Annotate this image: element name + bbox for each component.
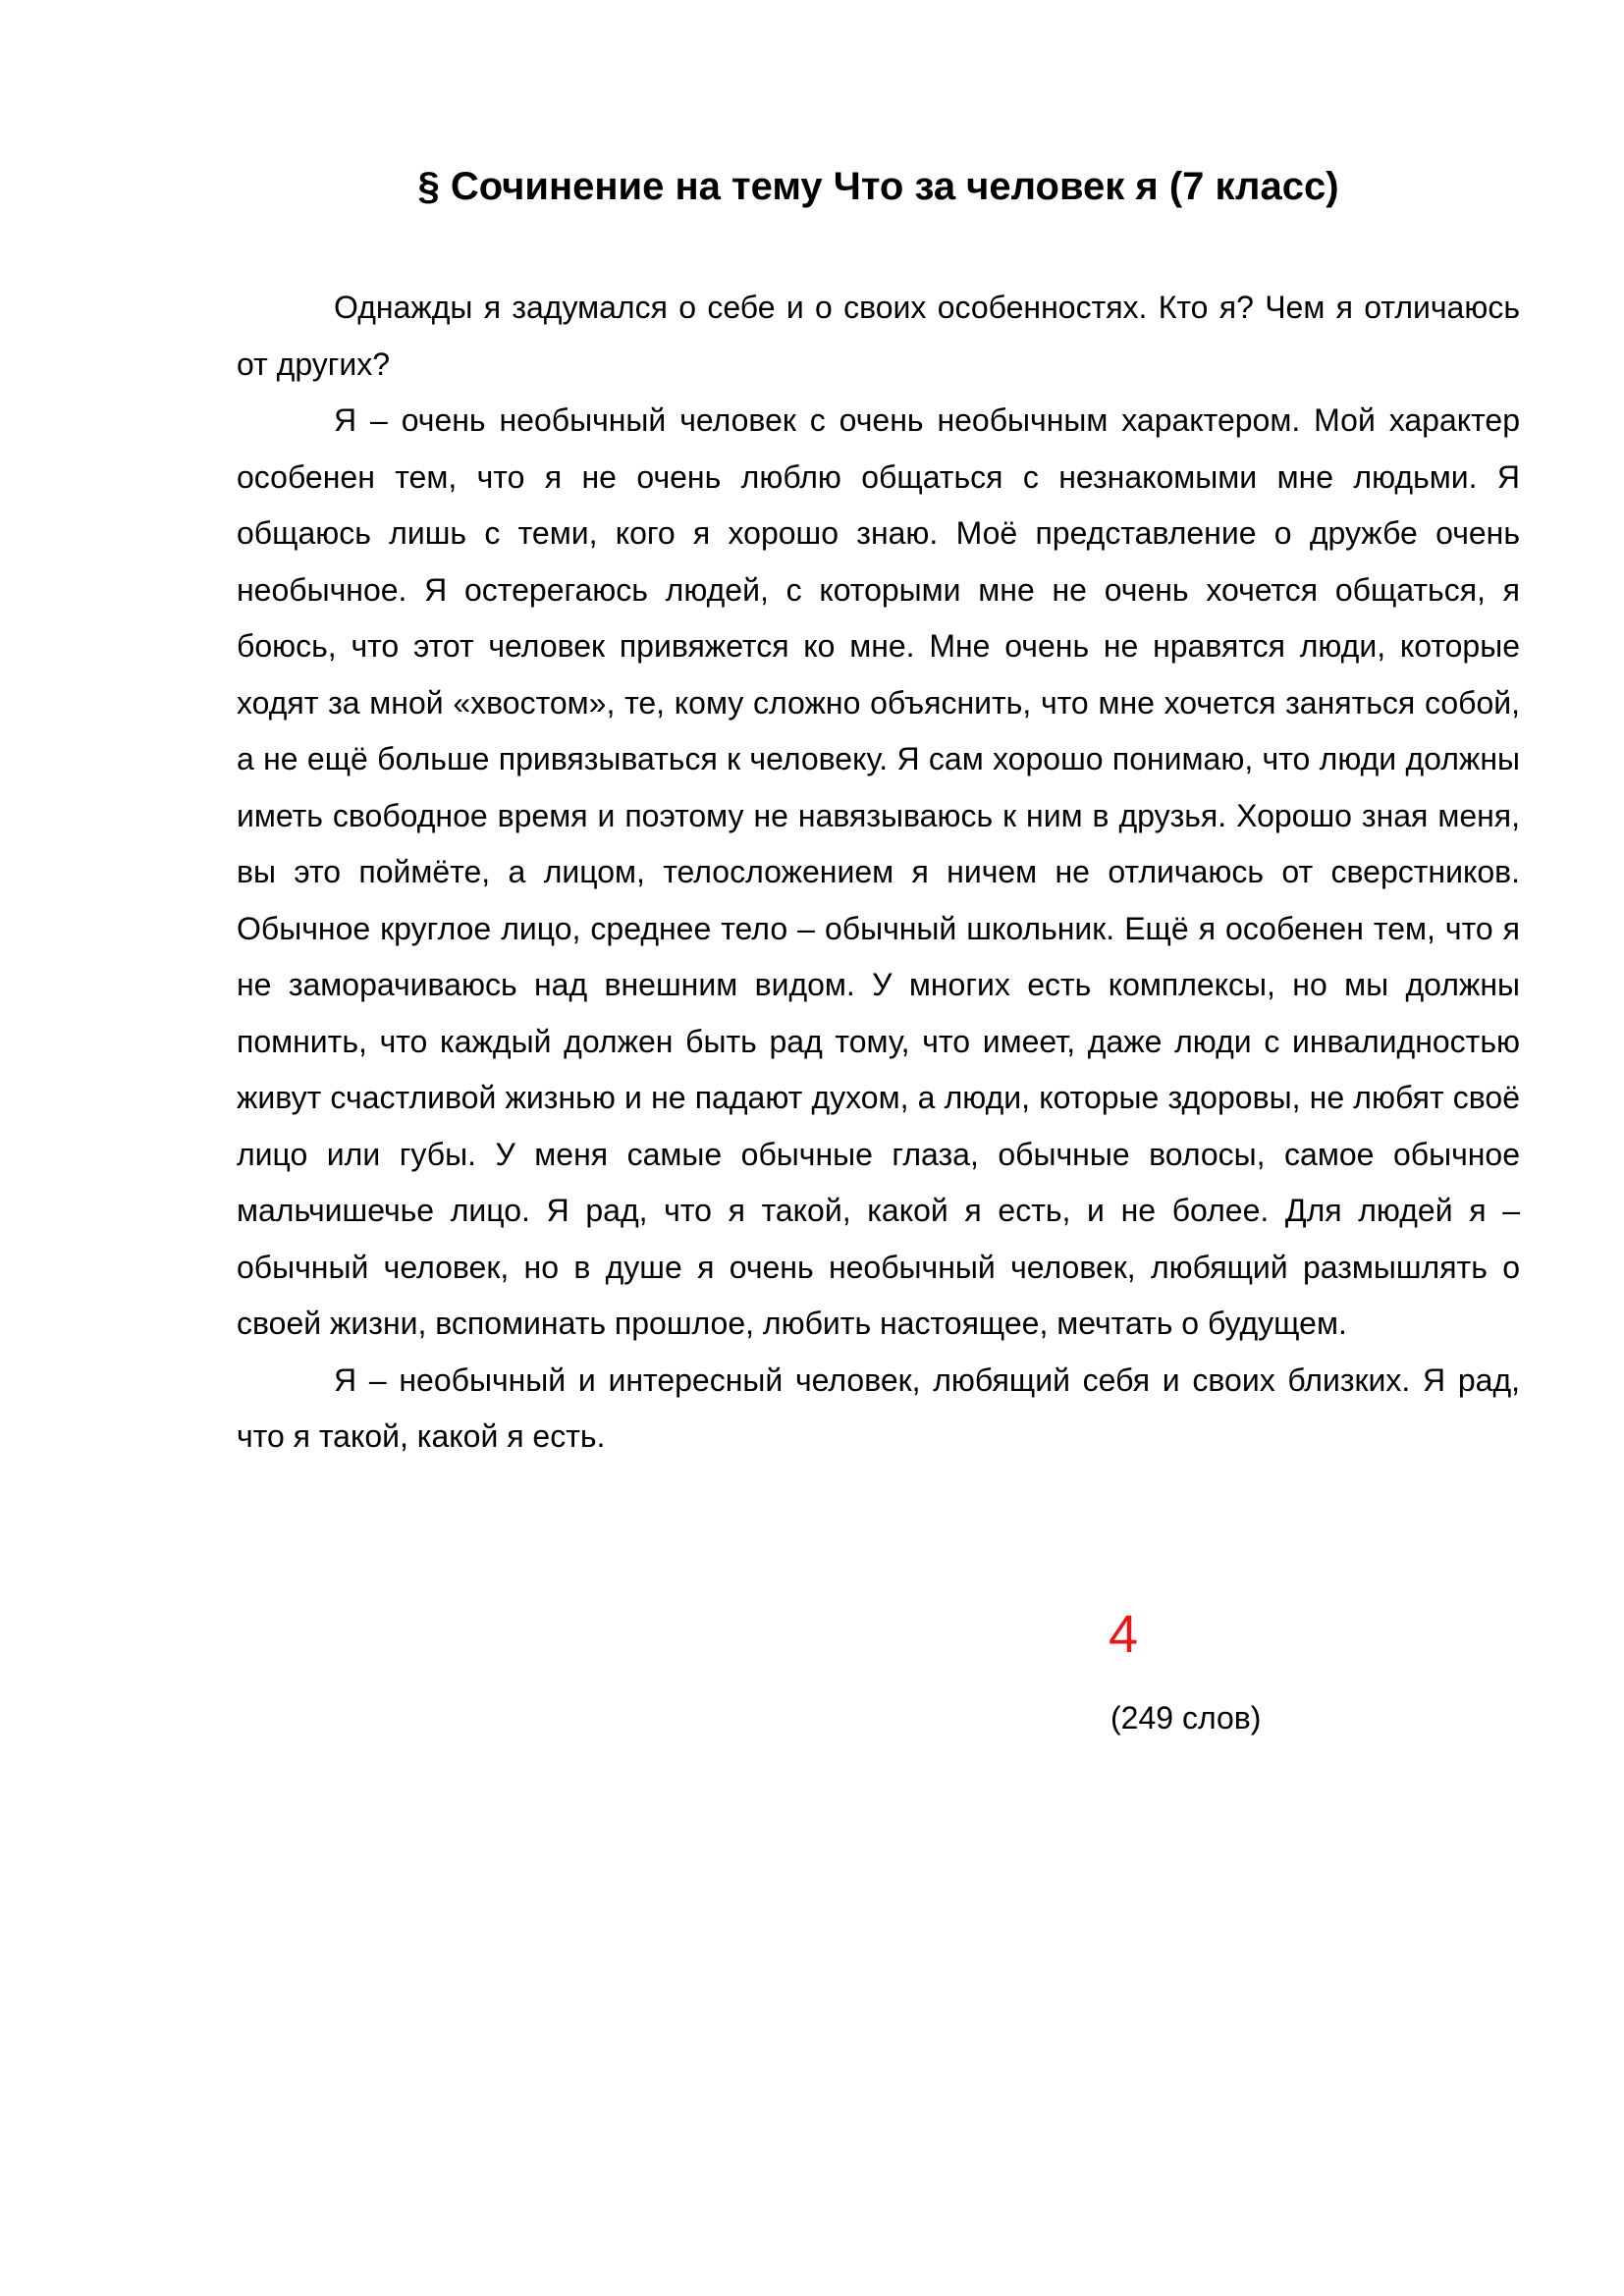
grade-mark: 4: [1109, 1605, 1139, 1664]
essay-title: § Сочинение на тему Что за человек я (7 класс): [417, 165, 1339, 208]
essay-paragraph-1: Однажды я задумался о себе и о своих особенностях. Кто я? Чем я отличаюсь от других?: [237, 290, 1520, 382]
essay-paragraph-2: Я – очень необычный человек с очень необычным характером. Мой характер особенен тем, что я не очень люблю общаться с незнакомыми мне людьми. Я общаюсь лишь с теми, кого я хорошо знаю. Моё представление о дружбе очень необычное. Я остерегаюсь людей, с которыми мне не очень хочется общаться, я боюсь, что этот человек привяжется ко мне. Мне очень не нравятся люди, которые ходят за мной «хвостом», те, кому сложно объяснить, что мне хочется заняться собой, а не ещё больше привязываться к человеку. Я сам хорошо понимаю, что люди должны иметь свободное время и поэтому не навязываюсь к ним в друзья. Хорошо зная меня, вы это поймёте, а лицом, телосложением я ничем не отличаюсь от сверстников. Обычное круглое лицо, среднее тело – обычный школьник. Ещё я особенен тем, что я не заморачиваюсь над внешним видом. У многих есть комплексы, но мы должны помнить, что каждый должен быть рад тому, что имеет, даже люди с инвалидностью живут счастливой жизнью и не падают духом, а люди, которые здоровы, не любят своё лицо или губы. У меня самые обычные глаза, обычные волосы, самое обычное мальчишечье лицо. Я рад, что я такой, какой я есть, и не более. Для людей я – обычный человек, но в душе я очень необычный человек, любящий размышлять о своей жизни, вспоминать прошлое, любить настоящее, мечтать о будущем.: [237, 402, 1520, 1341]
word-count: (249 слов): [1110, 1700, 1262, 1735]
essay-paragraph-3: Я – необычный и интересный человек, любящий себя и своих близких. Я рад, что я такой, какой я есть.: [237, 1362, 1520, 1454]
essay-body: [237, 280, 1520, 1466]
